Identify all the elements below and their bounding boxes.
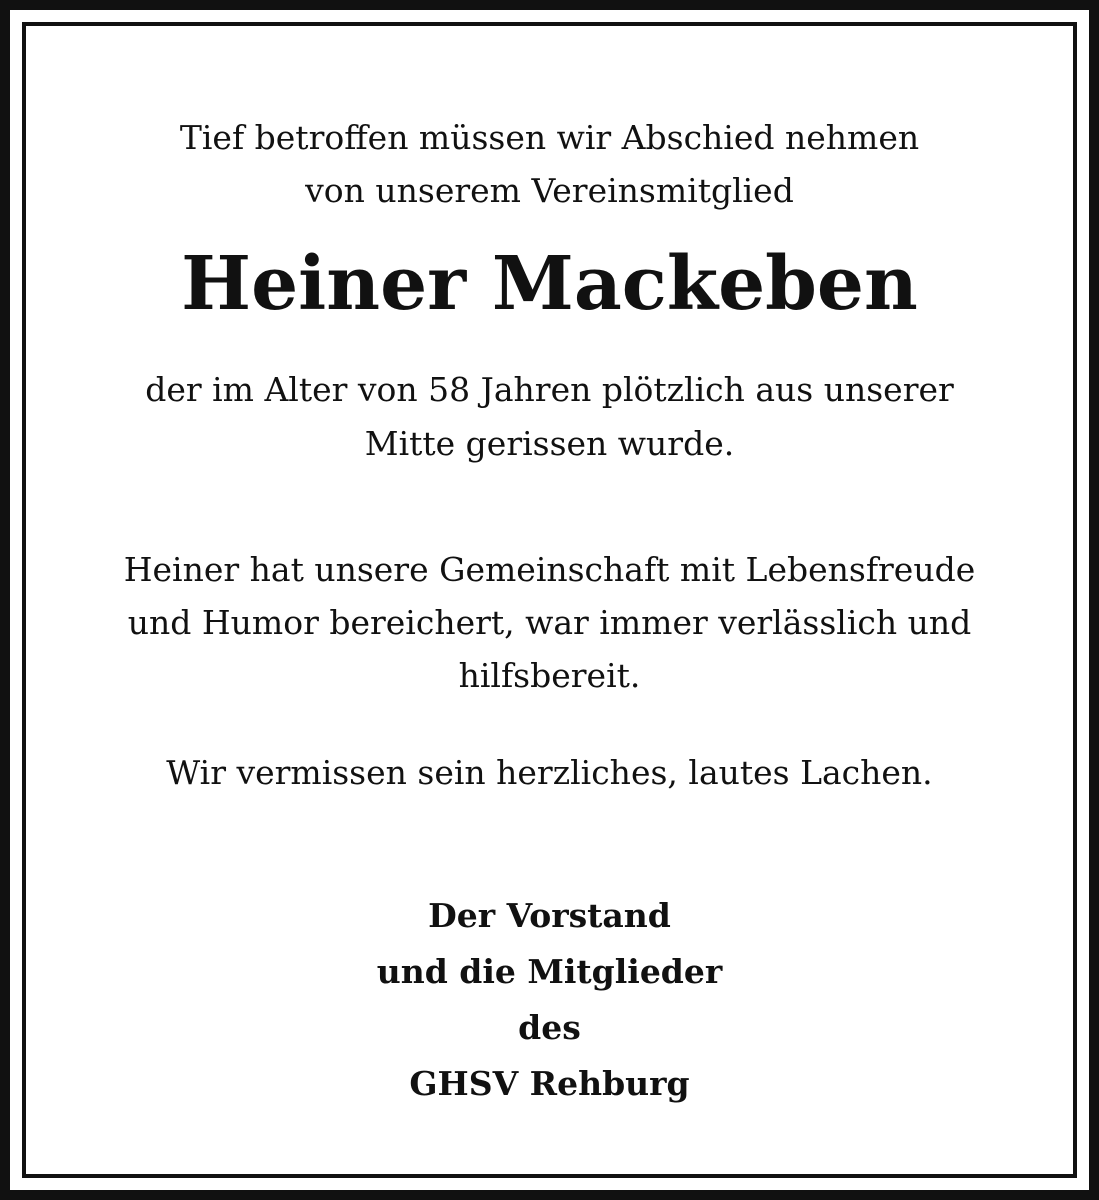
signature-line-2: und die Mitglieder [376, 952, 723, 991]
intro-line-2: von unserem Vereinsmitglied [305, 171, 794, 210]
signature-block [26, 888, 1073, 1112]
signature-line-4: GHSV Rehburg [409, 1064, 690, 1103]
age-text [26, 363, 1073, 471]
tribute-line-2: und Humor bereichert, war immer verlässlich und [127, 603, 972, 642]
signature-line-3: des [518, 1008, 581, 1047]
tribute-text [26, 543, 1073, 702]
obituary-notice [26, 26, 1073, 1174]
age-line-2: Mitte gerissen wurde. [364, 424, 735, 463]
intro-text [26, 111, 1073, 217]
deceased-name: Heiner Mackeben [181, 241, 918, 327]
age-line-1: der im Alter von 58 Jahren plötzlich aus unserer [145, 370, 954, 409]
tribute-line-1: Heiner hat unsere Gemeinschaft mit Lebensfreude [123, 550, 976, 589]
signature-line-1: Der Vorstand [428, 896, 671, 935]
closing-text: Wir vermissen sein herzliches, lautes Lachen. [166, 753, 933, 792]
tribute-line-3: hilfsbereit. [458, 656, 641, 695]
intro-line-1: Tief betroffen müssen wir Abschied nehmen [179, 118, 920, 157]
